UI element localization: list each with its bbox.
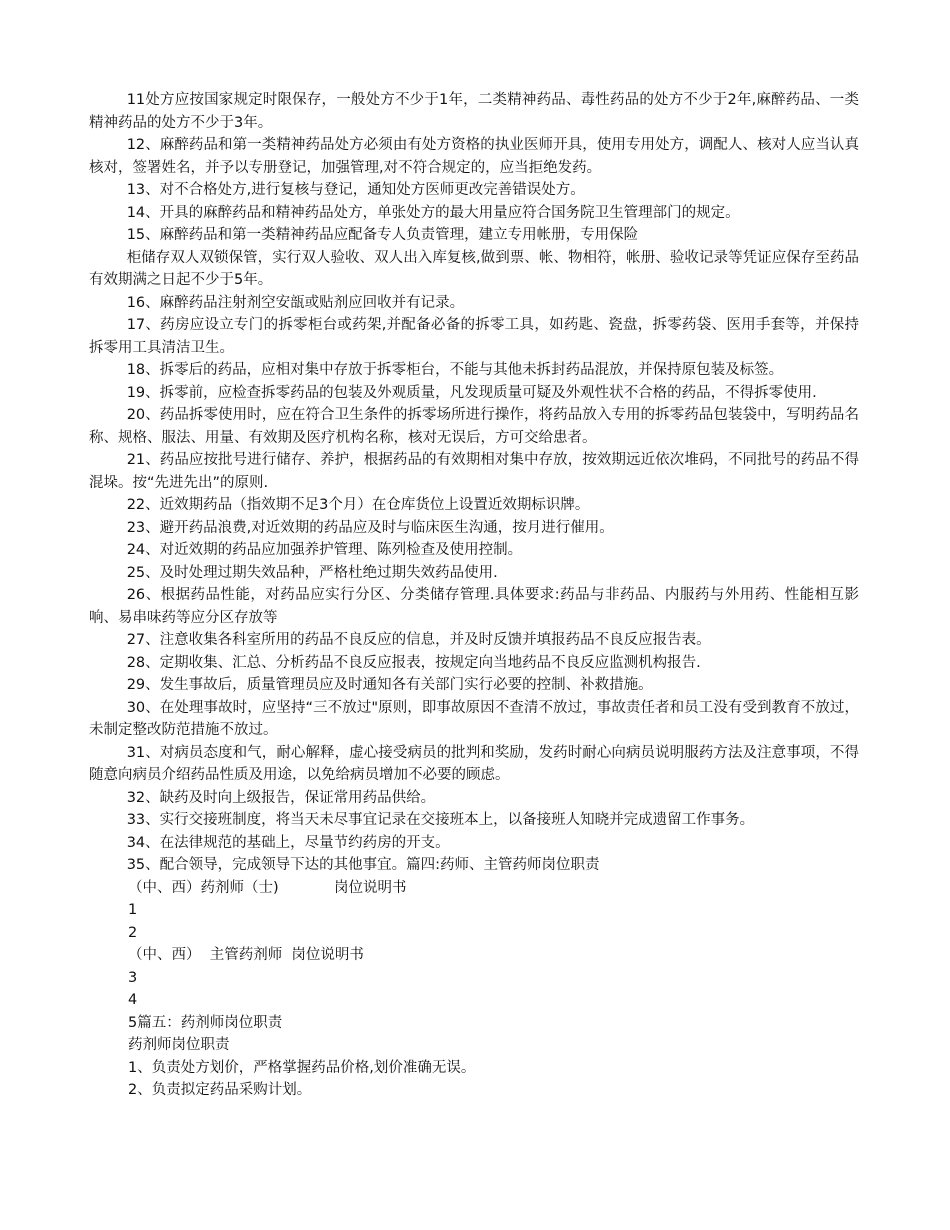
chief-pharmacist-title-line: （中、西） 主管药剂师 岗位说明书 [128, 947, 364, 963]
paragraph-15: 15、麻醉药品和第一类精神药品应配备专人负责管理，建立专用帐册，专用保险 [126, 227, 639, 243]
paragraph-27: 27、注意收集各科室所用的药品不良反应的信息，并及时反馈并填报药品不良反应报告表。 [126, 632, 711, 648]
paragraph-30: 30、在处理事故时，应坚持“三不放过"原则，即事故原因不查清不放过，事故责任者和员工没有受到教育不放过，未制定整改防范措施不放过。 [89, 699, 859, 738]
paragraph-18: 18、拆零后的药品，应相对集中存放于拆零柜台，不能与其他未拆封药品混放，并保持原包装及标签。 [126, 362, 784, 378]
paragraph-28: 28、定期收集、汇总、分析药品不良反应报表，按规定向当地药品不良反应监测机构报告. [126, 654, 701, 671]
section-five-heading: 5篇五：药剂师岗位职责 [128, 1014, 283, 1031]
paragraph-20: 20、药品拆零使用时，应在符合卫生条件的拆零场所进行操作，将药品放入专用的拆零药品包装袋中，写明药品名称、规格、服法、用量、有效期及医疗机构名称，核对无误后，方可交给患者。 [89, 407, 859, 446]
paragraph-14: 14、开具的麻醉药品和精神药品处方，单张处方的最大用量应符合国务院卫生管理部门的规定。 [126, 204, 740, 221]
paragraph-17: 17、药房应设立专门的拆零柜台或药架,并配备必备的拆零工具，如药匙、瓷盘，拆零药袋、医用手套等，并保持拆零用工具清洁卫生。 [89, 317, 859, 356]
section-title: 药剂师岗位职责 [128, 1037, 230, 1053]
page-number-line: 1 [128, 902, 138, 918]
paragraph-21: 21、药品应按批号进行储存、养护，根据药品的有效期相对集中存放，按效期远近依次堆码，不同批号的药品不得混垛。按“先进先出”的原则. [89, 452, 859, 491]
paragraph-11: 11处方应按国家规定时限保存，一般处方不少于1年，二类精神药品、毒性药品的处方不少于2年,麻醉药品、一类精神药品的处方不少于3年。 [89, 92, 859, 131]
paragraph-25: 25、及时处理过期失效品种，严格杜绝过期失效药品使用. [126, 564, 498, 581]
paragraph-12: 12、麻醉药品和第一类精神药品处方必须由有处方资格的执业医师开具，使用专用处方，调配人、核对人应当认真核对，签署姓名，并予以专册登记，加强管理,对不符合规定的，应当拒绝发药。 [89, 137, 859, 176]
paragraph-23: 23、避开药品浪费,对近效期的药品应及时与临床医生沟通，按月进行催用。 [126, 519, 614, 536]
page-number-line: 2 [128, 924, 138, 941]
paragraph-15-continued: 柜储存双人双锁保管，实行双人验收、双人出入库复核,做到票、帐、物相符，帐册、验收记录等凭证应保存至药品有效期满之日起不少于5年。 [89, 249, 859, 288]
paragraph-35: 35、配合领导，完成领导下达的其他事宜。篇四:药师、主管药师岗位职责 [126, 857, 600, 873]
duty-item-2: 2、负责拟定药品采购计划。 [128, 1082, 312, 1098]
paragraph-34: 34、在法律规范的基础上，尽量节约药房的开支。 [126, 834, 450, 851]
paragraph-16: 16、麻醉药品注射剂空安瓿或贴剂应回收并有记录。 [126, 294, 465, 311]
paragraph-29: 29、发生事故后，质量管理员应及时通知各有关部门实行必要的控制、补救措施。 [126, 677, 653, 693]
document-body [89, 89, 859, 1102]
paragraph-31: 31、对病员态度和气，耐心解释，虚心接受病员的批判和奖励，发药时耐心向病员说明服药方法及注意事项，不得随意向病员介绍药品性质及用途，以免给病员增加不必要的顾虑。 [89, 744, 859, 783]
pharmacist-job-title-line: （中、西）药剂师（士) 岗位说明书 [128, 879, 407, 896]
paragraph-19: 19、拆零前，应检查拆零药品的包装及外观质量，凡发现质量可疑及外观性状不合格的药品，不得拆零使用. [126, 384, 817, 401]
paragraph-32: 32、缺药及时向上级报告，保证常用药品供给。 [126, 789, 436, 806]
paragraph-33: 33、实行交接班制度，将当天未尽事宜记录在交接班本上，以备接班人知晓并完成遗留工作事务。 [126, 812, 755, 828]
paragraph-13: 13、对不合格处方,进行复核与登记，通知处方医师更改完善错误处方。 [126, 182, 585, 198]
duty-item-1: 1、负责处方划价，严格掌握药品价格,划价准确无误。 [128, 1059, 476, 1076]
page-number-line: 3 [128, 969, 138, 986]
paragraph-24: 24、对近效期的药品应加强养护管理、陈列检查及使用控制。 [126, 542, 523, 558]
paragraph-26: 26、根据药品性能，对药品应实行分区、分类储存管理.具体要求:药品与非药品、内服药与外用药、性能相互影响、易串味药等应分区存放等 [89, 587, 859, 626]
page-number-line: 4 [128, 992, 138, 1008]
paragraph-22: 22、近效期药品（指效期不足3个月）在仓库货位上设置近效期标识牌。 [126, 497, 590, 513]
